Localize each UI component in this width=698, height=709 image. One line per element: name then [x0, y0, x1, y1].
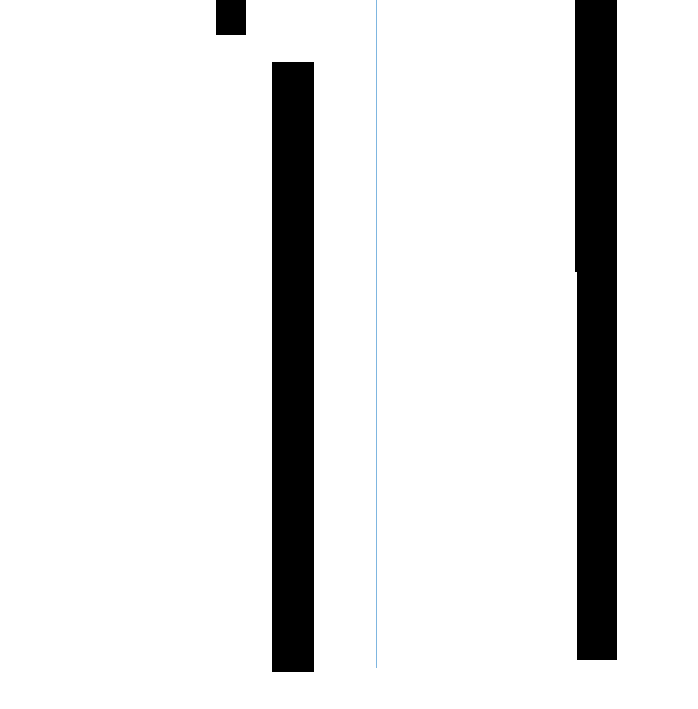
redaction-bar: [272, 62, 314, 672]
column-divider: [376, 0, 377, 668]
redaction-bar: [575, 0, 617, 272]
redaction-bar: [577, 272, 617, 660]
redaction-bar: [216, 0, 246, 35]
